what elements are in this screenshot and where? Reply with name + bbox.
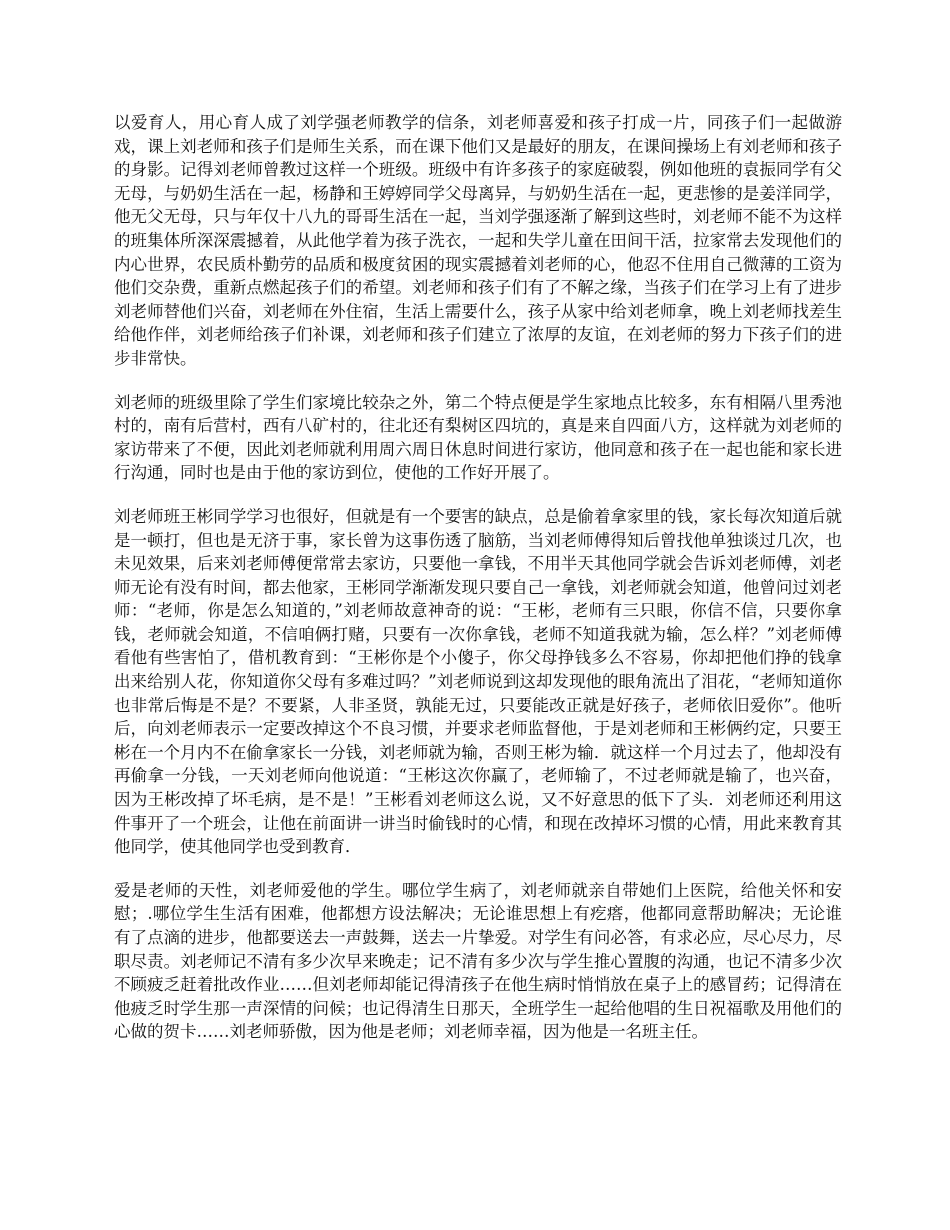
- paragraph-2: 刘老师的班级里除了学生们家境比较杂之外，第二个特点便是学生家地点比较多，东有相隔八里秀池村的，南有后营村，西有八矿村的，往北还有梨树区四坑的，真是来自四面八方，这样就为刘老师的家访带来了不便，因此刘老师就利用周六周日休息时间进行家访，他同意和孩子在一起也能和家长进行沟通，同时也是由于他的家访到位，使他的工作好开展了。: [114, 392, 842, 483]
- paragraph-3: 刘老师班王彬同学学习也很好，但就是有一个要害的缺点，总是偷着拿家里的钱，家长每次知道后就是一顿打，但也是无济于事，家长曾为这事伤透了脑筋，当刘老师傅得知后曾找他单独谈过几次，也未见效果，后来刘老师傅便常常去家访，只要他一拿钱，不用半天其他同学就会告诉刘老师傅，刘老师无论有没有时间，都去他家，王彬同学渐渐发现只要自己一拿钱，刘老师就会知道，他曾问过刘老师：“老师，你是怎么知道的，”刘老师故意神奇的说：“王彬，老师有三只眼，你信不信，只要你拿钱，老师就会知道，不信咱俩打赌，只要有一次你拿钱，老师不知道我就为输，怎么样？”刘老师傅看他有些害怕了，借机教育到：“王彬你是个小傻子，你父母挣钱多么不容易，你却把他们挣的钱拿出来给别人花，你知道你父母有多难过吗？”刘老师说到这却发现他的眼角流出了泪花，“老师知道你也非常后悔是不是？不要紧，人非圣贤，孰能无过，只要能改正就是好孩子，老师依旧爱你”。他听后，向刘老师表示一定要改掉这个不良习惯，并要求老师监督他，于是刘老师和王彬俩约定，只要王彬在一个月内不在偷拿家长一分钱，刘老师就为输，否则王彬为输．就这样一个月过去了，他却没有再偷拿一分钱，一天刘老师向他说道：“王彬这次你赢了，老师输了，不过老师就是输了，也兴奋，因为王彬改掉了坏毛病，是不是！”王彬看刘老师这么说，又不好意思的低下了头．刘老师还利用这件事开了一个班会，让他在前面讲一讲当时偷钱时的心情，和现在改掉坏习惯的心情，用此来教育其他同学，使其他同学也受到教育．: [114, 506, 842, 857]
- document-body: [114, 111, 842, 1064]
- paragraph-1: 以爱育人，用心育人成了刘学强老师教学的信条，刘老师喜爱和孩子打成一片，同孩子们一起做游戏，课上刘老师和孩子们是师生关系，而在课下他们又是最好的朋友，在课间操场上有刘老师和孩子的身影。记得刘老师曾教过这样一个班级。班级中有许多孩子的家庭破裂，例如他班的袁振同学有父无母，与奶奶生活在一起，杨静和王婷婷同学父母离异，与奶奶生活在一起，更悲惨的是姜洋同学，他无父无母，只与年仅十八九的哥哥生活在一起，当刘学强逐渐了解到这些时，刘老师不能不为这样的班集体所深深震撼着，从此他学着为孩子洗衣，一起和失学儿童在田间干活，拉家常去发现他们的内心世界，农民质朴勤劳的品质和极度贫困的现实震撼着刘老师的心，他忍不住用自己微薄的工资为他们交杂费，重新点燃起孩子们的希望。刘老师和孩子们有了不解之缘，当孩子们在学习上有了进步刘老师替他们兴奋，刘老师在外住宿，生活上需要什么，孩子从家中给刘老师拿，晚上刘老师找差生给他作伴，刘老师给孩子们补课，刘老师和孩子们建立了浓厚的友谊，在刘老师的努力下孩子们的进步非常快。: [114, 113, 842, 368]
- paragraph-4: 爱是老师的天性，刘老师爱他的学生。哪位学生病了，刘老师就亲自带她们上医院，给他关怀和安慰；.哪位学生生活有困难，他都想方设法解决；无论谁思想上有疙瘩，他都同意帮助解决；无论谁有了点滴的进步，他都要送去一声鼓舞，送去一片挚爱。对学生有问必答，有求必应，尽心尽力，尽职尽责。刘老师记不清有多少次早来晚走；记不清有多少次与学生推心置腹的沟通，也记不清多少次不顾疲乏赶着批改作业……但刘老师却能记得清孩子在他生病时悄悄放在桌子上的感冒药；记得清在他疲乏时学生那一声深情的问候；也记得清生日那天，全班学生一起给他唱的生日祝福歌及用他们的心做的贺卡……刘老师骄傲，因为他是老师；刘老师幸福，因为他是一名班主任。: [114, 880, 842, 1042]
